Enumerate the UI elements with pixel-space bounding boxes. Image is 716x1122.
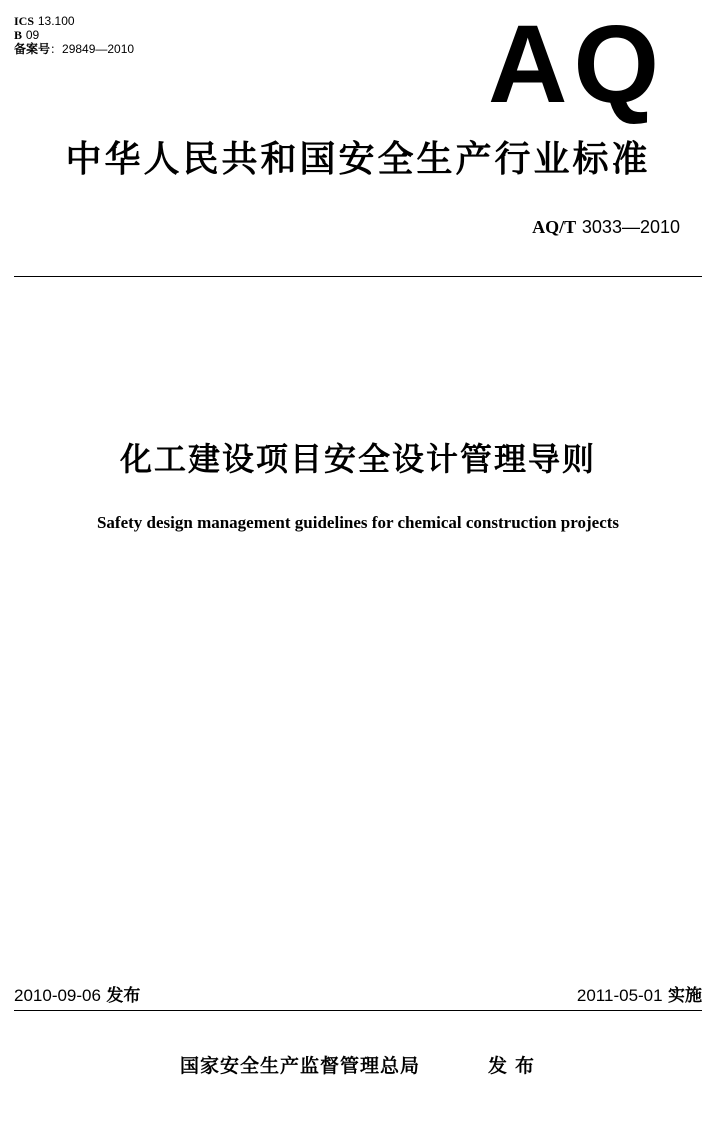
document-title-english: Safety design management guidelines for chemical construction projects: [96, 513, 620, 532]
record-number: [14, 42, 134, 56]
category-value: 09: [25, 28, 40, 42]
bottom-divider: [14, 1010, 702, 1011]
issue-date-word: 发布: [106, 986, 141, 1006]
publisher-name: 国家安全生产监督管理总局: [180, 1055, 421, 1077]
standard-number-value: 3033—2010: [581, 217, 680, 237]
issue-date-value: 2010-09-06: [14, 986, 101, 1005]
standard-title: 中华人民共和国安全生产行业标准: [65, 139, 651, 180]
ics-value: 13.100: [37, 14, 75, 28]
publish-word: 发布: [488, 1055, 543, 1077]
ics-code: [14, 14, 134, 28]
category-label: B: [14, 28, 23, 42]
implementation-date-word: 实施: [668, 986, 702, 1006]
implementation-date-value: 2011-05-01: [576, 986, 663, 1005]
issue-date: [14, 985, 140, 1007]
aq-logo: AQ: [488, 3, 665, 126]
record-value: ：29849—2010: [50, 42, 135, 56]
document-title-chinese: 化工建设项目安全设计管理导则: [119, 440, 596, 478]
top-divider: [14, 276, 702, 277]
record-label: 备案号: [14, 42, 51, 56]
classification-codes: [14, 14, 134, 56]
category-code: [14, 28, 134, 42]
ics-label: ICS: [14, 14, 35, 28]
implementation-date: [577, 985, 702, 1007]
standard-number-prefix: AQ/T: [532, 217, 577, 237]
standard-number: [532, 216, 680, 239]
